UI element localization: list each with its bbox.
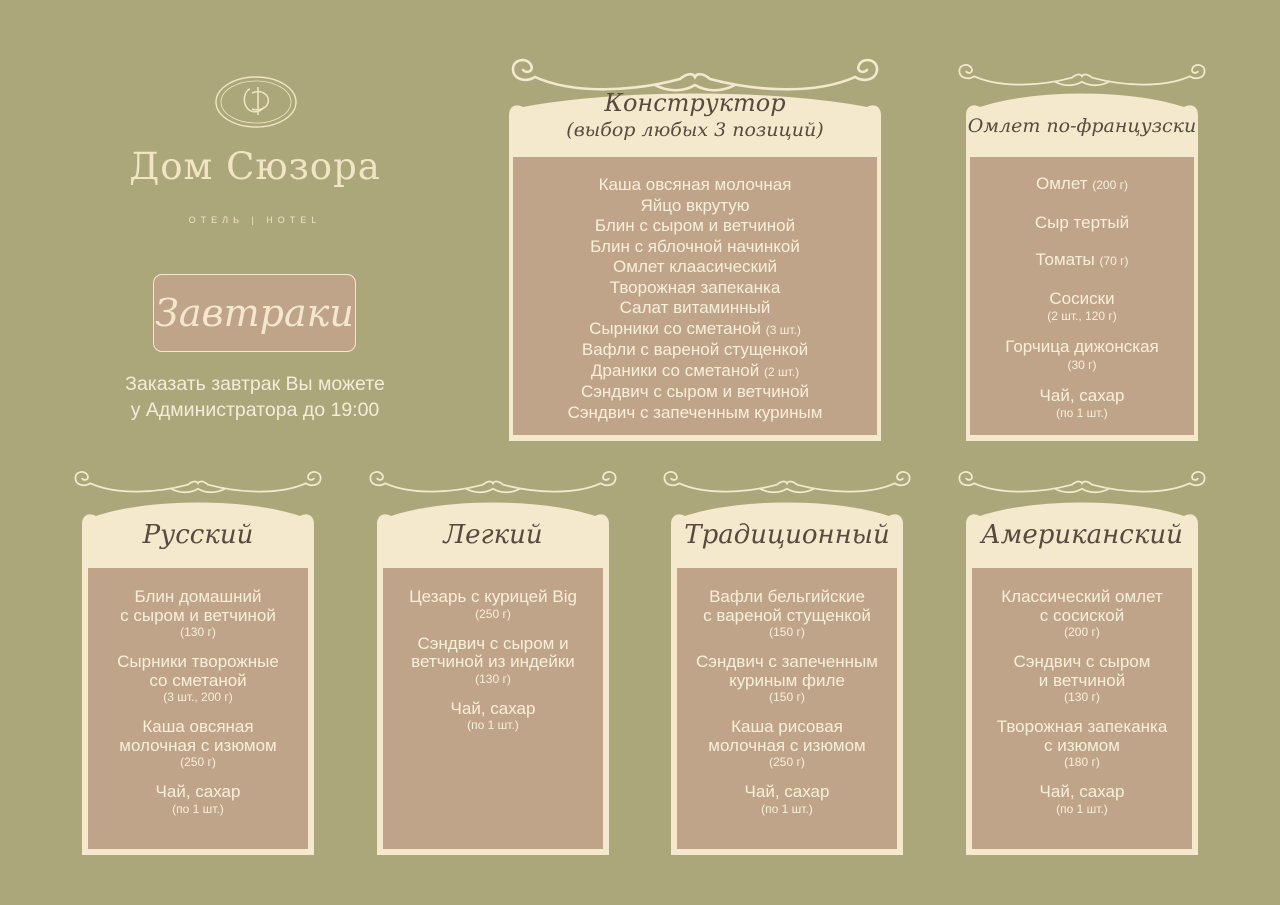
item-weight: (200 г) — [1064, 625, 1100, 639]
set-card — [962, 462, 1202, 857]
item-name: Сырники со сметаной — [589, 318, 761, 338]
item-weight: (2 шт.) — [763, 364, 800, 379]
item-name: Блин с яблочной начинкой — [590, 236, 800, 256]
item-weight: (3 шт., 200 г) — [163, 690, 233, 704]
set-card — [78, 462, 318, 857]
menu-item — [513, 403, 877, 424]
menu-item — [970, 386, 1194, 422]
item-weight: (130 г) — [475, 671, 511, 686]
menu-item — [972, 588, 1192, 640]
menu-item — [972, 783, 1192, 817]
item-name: Каша овсяная молочная с изюмом — [119, 717, 277, 755]
item-name: Омлет клаасический — [613, 257, 777, 276]
item-weight: (2 шт., 120 г) — [1047, 309, 1117, 323]
item-name: Сэндвич с сыром и ветчиной из индейки — [411, 633, 575, 671]
item-weight: (250 г) — [180, 755, 216, 769]
item-name: Вафли бельгийские с вареной стущенкой — [703, 587, 871, 625]
menu-item — [513, 237, 877, 258]
menu-item — [970, 337, 1194, 373]
item-weight: (150 г) — [769, 690, 805, 704]
item-weight: (150 г) — [769, 625, 805, 639]
item-weight: (130 г) — [180, 625, 216, 639]
card-title: Омлет по-французски — [967, 115, 1197, 137]
card-body — [88, 568, 308, 849]
menu-item — [383, 700, 603, 734]
menu-item — [513, 196, 877, 217]
item-name: Сэндвич с запеченным куриным — [567, 402, 823, 422]
item-weight: (30 г) — [1067, 357, 1097, 372]
item-name: Цезарь с курицей Big — [409, 587, 577, 606]
item-name: Сыр тертый — [1034, 212, 1130, 232]
menu-item — [513, 216, 877, 237]
menu-item — [677, 588, 897, 640]
item-weight: (по 1 шт.) — [761, 801, 813, 816]
card-title: Традиционный — [684, 520, 890, 550]
menu-item — [88, 653, 308, 705]
item-name: Омлет — [1036, 174, 1088, 193]
menu-item — [677, 653, 897, 705]
item-name: Каша овсяная молочная — [598, 175, 792, 194]
item-name: Творожная запеканка с изюмом — [996, 717, 1168, 755]
item-name: Классический омлет с сосиской — [1001, 587, 1163, 625]
item-name: Чай, сахар — [450, 698, 536, 718]
menu-item — [88, 718, 308, 770]
menu-item — [970, 289, 1194, 325]
item-name: Чай, сахар — [155, 782, 241, 801]
menu-item — [513, 175, 877, 196]
item-name: Салат витаминный — [619, 298, 771, 317]
menu-item — [513, 382, 877, 403]
set-card — [373, 462, 613, 857]
menu-item — [677, 783, 897, 817]
item-weight: (по 1 шт.) — [1056, 801, 1108, 816]
item-name: Драники со сметаной — [590, 360, 760, 380]
item-weight: (130 г) — [1064, 690, 1100, 704]
item-name: Вафли с вареной стущенкой — [581, 340, 809, 359]
menu-item — [513, 257, 877, 278]
menu-item — [88, 783, 308, 817]
item-name: Сэндвич с сыром и ветчиной — [1013, 652, 1151, 690]
menu-item — [513, 361, 877, 383]
menu-item — [970, 174, 1194, 196]
card-title: Конструктор — [604, 89, 786, 117]
card-body — [677, 568, 897, 849]
omelet-card — [962, 55, 1202, 443]
menu-item — [513, 298, 877, 319]
menu-item — [513, 319, 877, 341]
menu-item — [677, 718, 897, 770]
hotel-logo — [95, 75, 415, 235]
menu-item — [513, 340, 877, 361]
card-body — [972, 568, 1192, 849]
item-name: Блин домашний с сыром и ветчиной — [120, 587, 276, 625]
item-weight: (3 шт.) — [765, 322, 801, 337]
breakfast-badge: Завтраки — [153, 274, 356, 352]
item-name: Сэндвич с сыром и ветчиной — [580, 382, 810, 401]
item-name: Сэндвич с запеченным куриным филе — [696, 652, 878, 690]
item-weight: (180 г) — [1064, 755, 1100, 769]
card-title: Русский — [142, 520, 254, 550]
item-weight: (70 г) — [1099, 254, 1129, 268]
item-name: Горчица дижонская — [1005, 337, 1159, 356]
card-subtitle: (выбор любых 3 позиций) — [566, 119, 824, 141]
item-name: Сосиски — [1049, 288, 1115, 308]
item-weight: (по 1 шт.) — [1056, 406, 1108, 420]
menu-item — [383, 635, 603, 687]
menu-item — [383, 588, 603, 622]
item-weight: (250 г) — [475, 606, 511, 621]
item-name: Чай, сахар — [1039, 385, 1125, 405]
card-body — [970, 157, 1194, 435]
item-weight: (200 г) — [1092, 178, 1128, 192]
item-name: Творожная запеканка — [609, 277, 781, 297]
hotel-tagline: ОТЕЛЬ | HOTEL — [188, 215, 322, 225]
item-name: Чай, сахар — [744, 782, 830, 801]
monogram-emblem — [214, 75, 298, 129]
item-weight: (по 1 шт.) — [467, 718, 519, 732]
menu-item — [88, 588, 308, 640]
item-name: Каша рисовая молочная с изюмом — [708, 717, 866, 755]
item-name: Блин с сыром и ветчиной — [594, 216, 796, 235]
set-card — [667, 462, 907, 857]
item-name: Сырники творожные со сметаной — [117, 652, 279, 690]
constructor-card — [505, 55, 885, 443]
menu-item — [972, 653, 1192, 705]
card-body — [513, 157, 877, 435]
item-name: Томаты — [1035, 250, 1095, 269]
hotel-name: Дом Сюзора — [129, 145, 381, 188]
menu-item — [970, 213, 1194, 234]
card-body — [383, 568, 603, 849]
order-note: Заказать завтрак Вы можете у Администратора до 19:00 — [125, 373, 385, 421]
item-weight: (250 г) — [769, 755, 805, 769]
item-name: Чай, сахар — [1039, 782, 1125, 801]
menu-item — [972, 718, 1192, 770]
item-name: Яйцо вкрутую — [640, 195, 750, 215]
item-weight: (по 1 шт.) — [172, 801, 224, 816]
menu-item — [513, 278, 877, 299]
card-title: Американский — [981, 520, 1183, 550]
card-title: Легкий — [443, 520, 543, 550]
menu-item — [970, 250, 1194, 272]
